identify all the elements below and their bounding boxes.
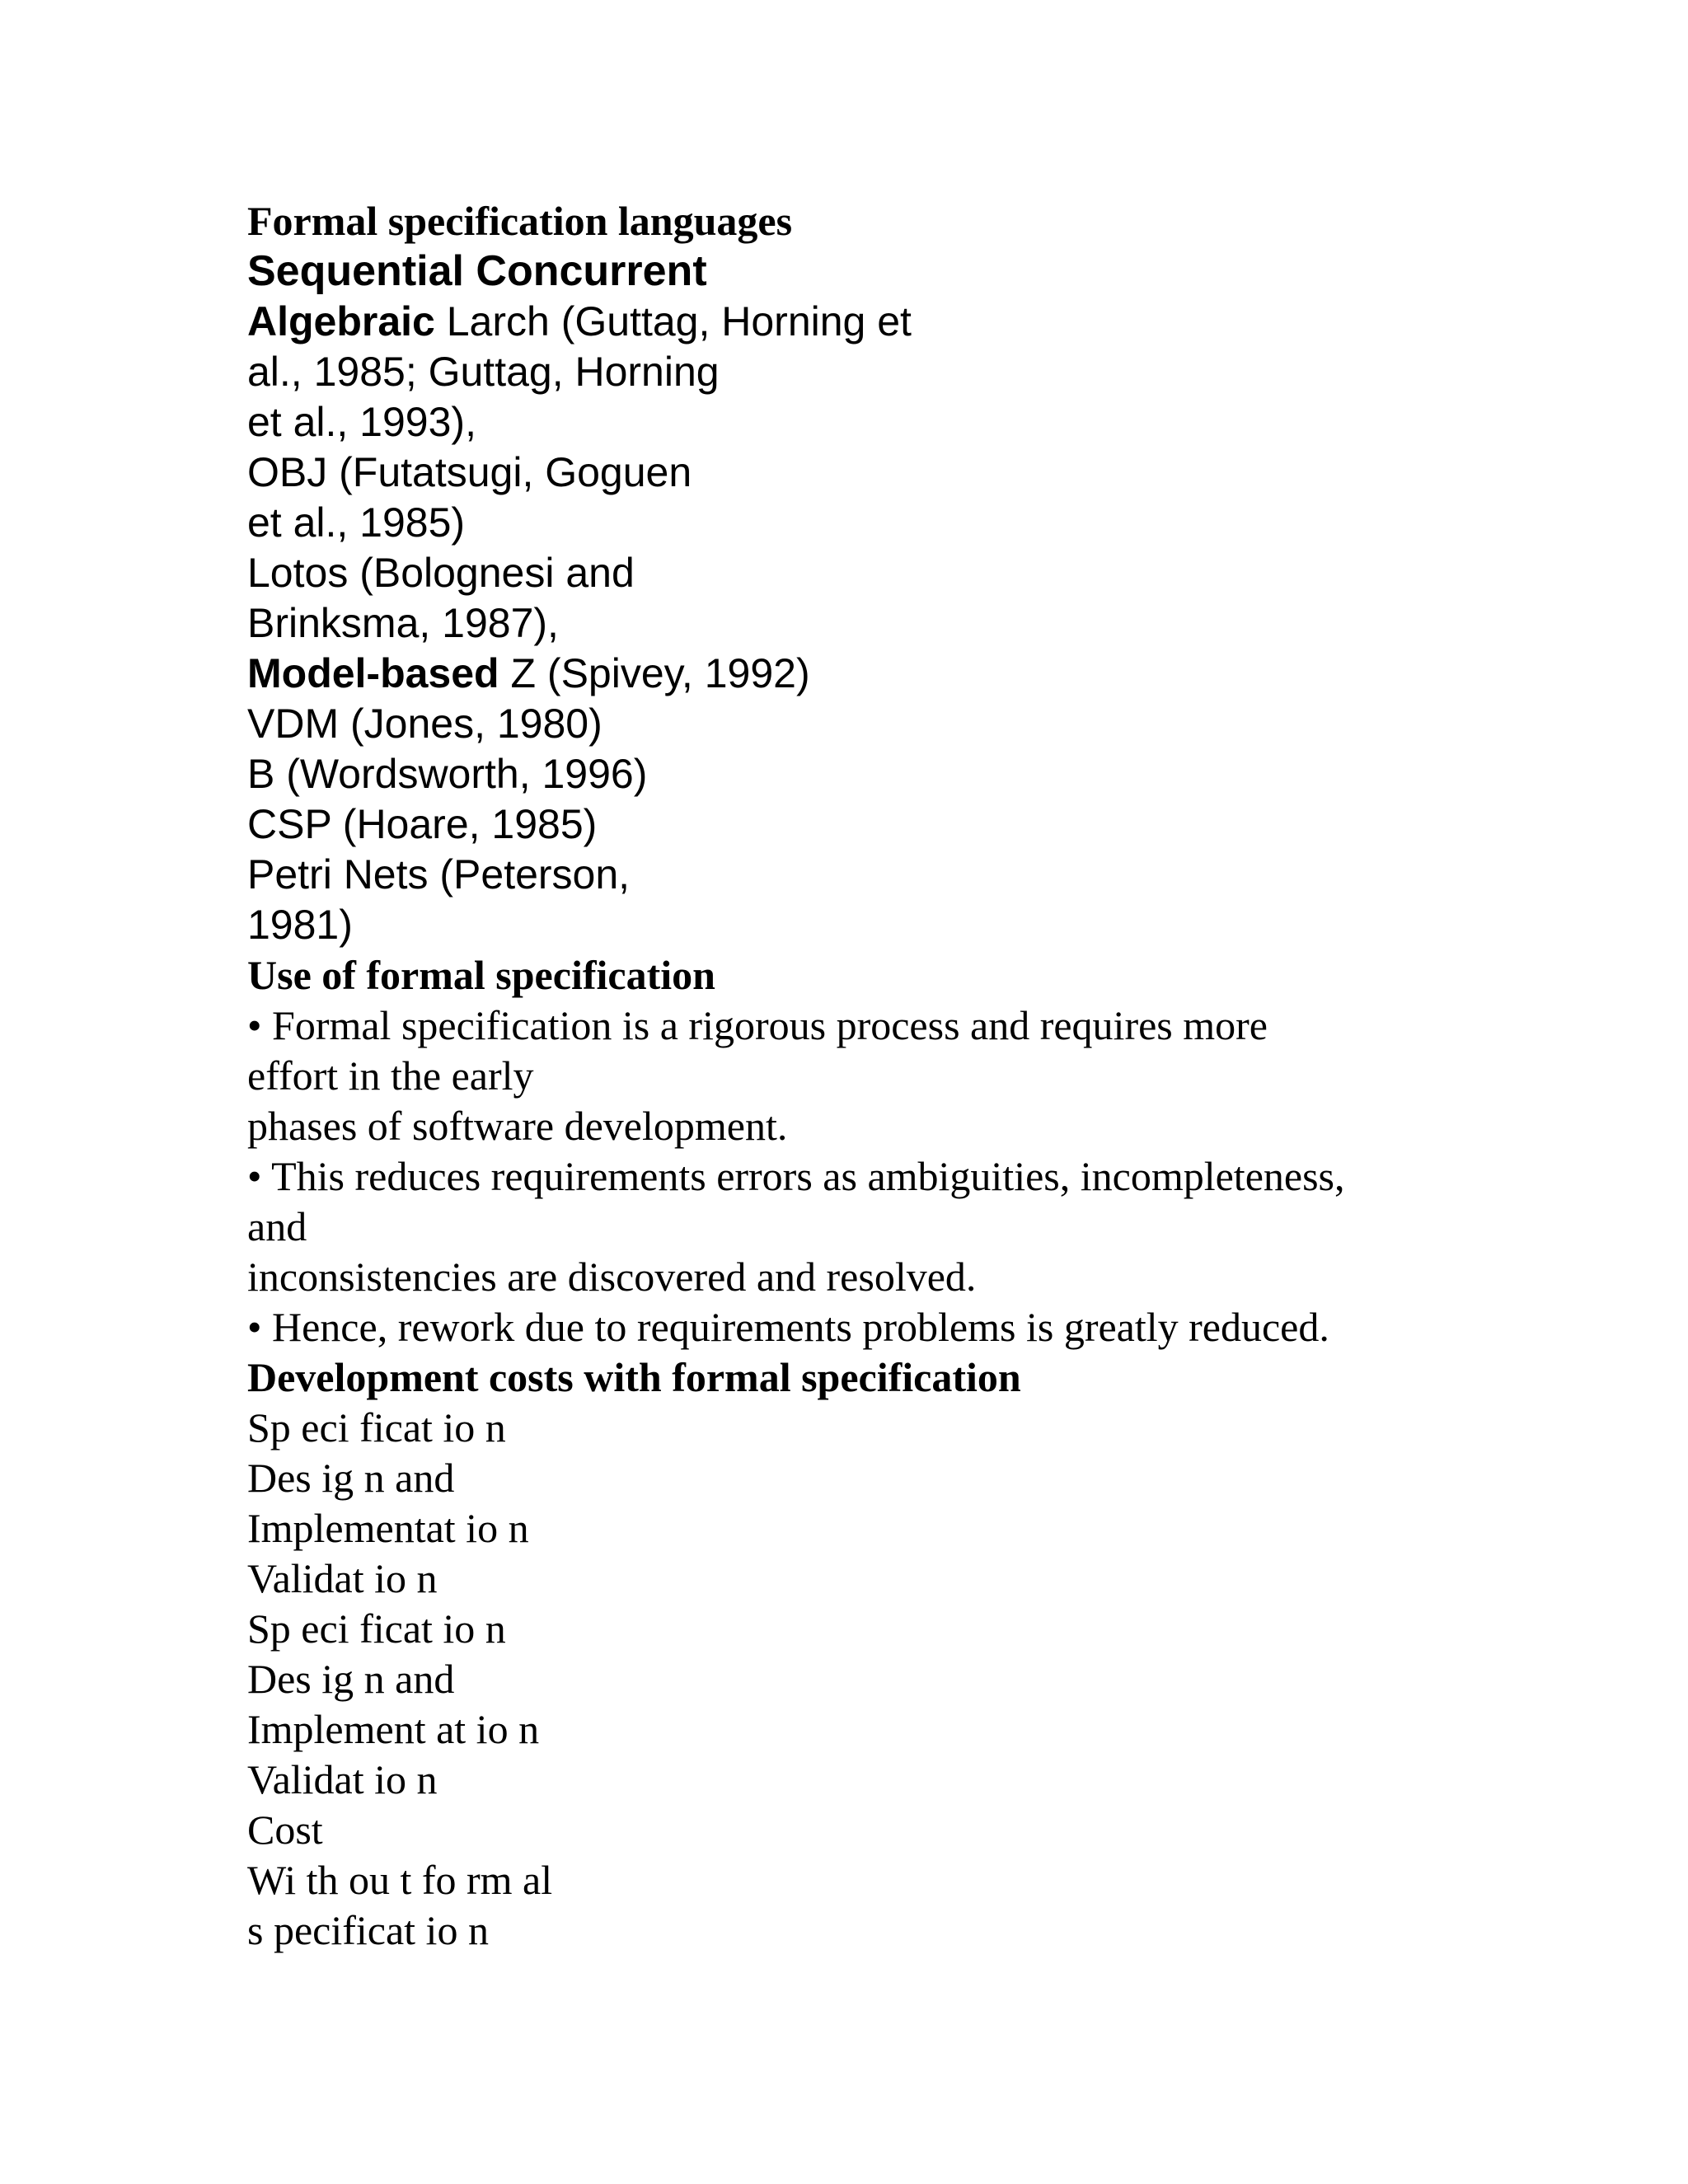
cost-line: Wi th ou t fo rm al: [247, 1857, 553, 1903]
algebraic-line: OBJ (Futatsugi, Goguen: [247, 449, 692, 495]
model-based-line: Petri Nets (Peterson,: [247, 851, 631, 898]
use-paragraph-line: and: [247, 1203, 307, 1249]
heading-development-costs: Development costs with formal specification: [247, 1354, 1021, 1400]
algebraic-row-first-line: [247, 297, 1484, 347]
cost-line: Implement at io n: [247, 1706, 540, 1752]
model-based-row-first-line: [247, 649, 1484, 699]
cost-line: Implementat io n: [247, 1505, 529, 1551]
table-header-sequential-concurrent: Sequential Concurrent: [247, 247, 707, 295]
algebraic-line: Larch (Guttag, Horning et: [434, 298, 912, 344]
algebraic-line: et al., 1985): [247, 499, 466, 546]
use-paragraph-line: effort in the early: [247, 1052, 534, 1099]
use-paragraph-line: • Formal specification is a rigorous process and requires more: [247, 1002, 1268, 1048]
cost-line: Des ig n and: [247, 1455, 455, 1501]
model-based-line: Z (Spivey, 1992): [499, 650, 810, 696]
model-based-line: VDM (Jones, 1980): [247, 701, 603, 747]
cost-line: s pecificat io n: [247, 1907, 489, 1953]
cost-line: Validat io n: [247, 1756, 438, 1802]
cost-line: Validat io n: [247, 1555, 438, 1601]
use-paragraph-line: • Hence, rework due to requirements problems is greatly reduced.: [247, 1304, 1329, 1350]
document-body: [247, 196, 1484, 1956]
algebraic-label: Algebraic: [247, 298, 435, 344]
heading-formal-specification-languages: Formal specification languages: [247, 198, 793, 244]
model-based-line: CSP (Hoare, 1985): [247, 801, 598, 847]
model-based-line: 1981): [247, 902, 353, 948]
cost-line: Sp eci ficat io n: [247, 1404, 506, 1451]
cost-line: Des ig n and: [247, 1656, 455, 1702]
algebraic-line: Brinksma, 1987),: [247, 600, 559, 646]
use-paragraph-line: inconsistencies are discovered and resolved.: [247, 1254, 977, 1300]
algebraic-line: al., 1985; Guttag, Horning: [247, 349, 720, 395]
model-based-line: B (Wordsworth, 1996): [247, 751, 648, 797]
algebraic-line: Lotos (Bolognesi and: [247, 550, 635, 596]
use-paragraph-line: • This reduces requirements errors as ambiguities, incompleteness,: [247, 1153, 1345, 1199]
cost-line: Sp eci ficat io n: [247, 1605, 506, 1652]
algebraic-line: et al., 1993),: [247, 399, 476, 445]
model-based-label: Model-based: [247, 650, 499, 696]
use-paragraph-line: phases of software development.: [247, 1103, 788, 1149]
cost-line: Cost: [247, 1807, 323, 1853]
heading-use-of-formal-specification: Use of formal specification: [247, 952, 715, 998]
